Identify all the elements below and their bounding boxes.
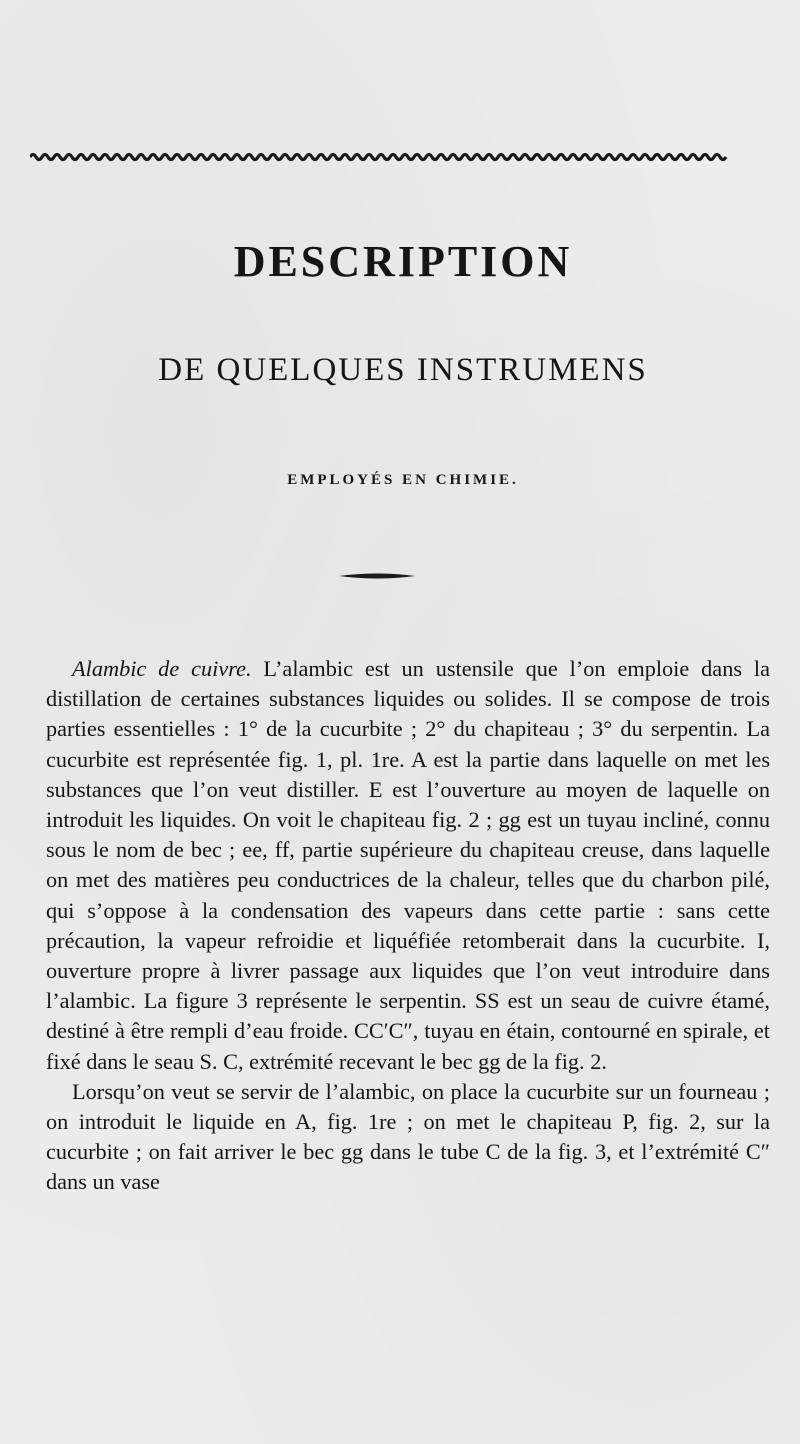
paragraph-text: L’alambic est un ustensile que l’on emploie dans la distillation de certaines substances liquides ou solides. Il se compose de trois parties essentielles : 1° de la cucurbite ; 2° du chapiteau ; 3° du serpentin. La cucurbite est représentée fig. 1, pl. 1re. A est la partie dans laquelle on met les substances que l’on veut distiller. E est l’ouverture au moyen de laquelle on introduit les liquides. On voit le chapiteau fig. 2 ; gg est un tuyau incliné, connu sous le nom de bec ; ee, ff, partie supérieure du chapiteau creuse, dans laquelle on met des matières peu conductrices de la chaleur, telles que du charbon pilé, qui s’oppose à la condensation des vapeurs dans cette partie : sans cette précaution, la vapeur refroidie et liquéfiée retomberait dans la cucurbite. I, ouverture propre à livrer passage aux liquides que l’on veut introduire dans l’alambic. La figure 3 représente le serpentin. SS est un seau de cuivre étamé, destiné à être rempli d’eau froide. CC′C″, tuyau en étain, contourné en spirale, et fixé dans le seau S. C, extrémité recevant le bec gg de la fig. 2.	[46, 656, 770, 1074]
page-subtitle-secondary: EMPLOYÉS EN CHIMIE.	[287, 472, 519, 488]
decorative-ornament-rule	[30, 150, 730, 164]
decorative-divider	[339, 571, 415, 581]
paragraph-lead: Alambic de cuivre.	[72, 656, 252, 681]
page-subtitle: DE QUELQUES INSTRUMENS	[158, 352, 648, 388]
body-text	[46, 654, 770, 1198]
paragraph	[46, 1077, 770, 1198]
page-title: DESCRIPTION	[233, 237, 573, 286]
paragraph	[46, 654, 770, 1077]
paragraph-text: Lorsqu’on veut se servir de l’alambic, on place la cucurbite sur un fourneau ; on introduit le liquide en A, fig. 1re ; on met le chapiteau P, fig. 2, sur la cucurbite ; on fait arriver le bec gg dans le tube C de la fig. 3, et l’extrémité C″ dans un vase	[46, 1078, 770, 1195]
